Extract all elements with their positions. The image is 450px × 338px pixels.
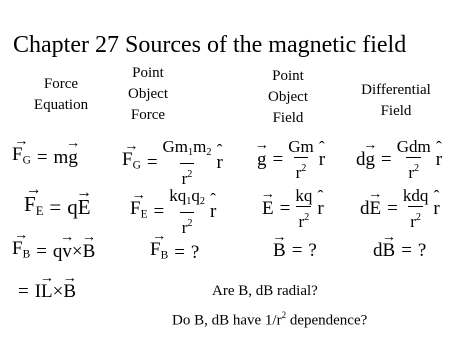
electric-field-vector: → E (370, 198, 382, 220)
column-header-line: Field (272, 110, 304, 126)
fraction: $\frac{kq}{r^2}$ (295, 186, 313, 232)
fraction: $\frac{Gm}{r^2}$ (288, 137, 314, 183)
fraction: $\frac{\text{kdq}}{r^2}$ (402, 186, 429, 232)
gravity-vector: → g (257, 149, 267, 171)
force-vector: → $F_G$ (122, 149, 141, 176)
magnetic-field-vector: → B (83, 241, 96, 263)
force-vector: → $F_E$ (24, 193, 43, 222)
unit-vector-r: ˆ r (317, 198, 323, 220)
column-header-line: Force (43, 76, 79, 92)
unit-vector-r: ˆ r (436, 149, 442, 171)
magnetic-point-field: → B = ? (273, 240, 317, 262)
gravity-vector: → g (68, 147, 78, 169)
column-header-line: Field (380, 103, 412, 119)
unit-vector-r: ˆ r (433, 198, 439, 220)
gravity-point-field: → g = $\frac{Gm}{r^2}$ ˆ r (257, 137, 325, 182)
length-vector: → L (41, 281, 53, 303)
page-title: Chapter 27 Sources of the magnetic field (13, 32, 407, 58)
column-header-line: Force (130, 107, 166, 123)
column-header-point-object-field (253, 66, 323, 129)
column-header-line: Point (272, 68, 304, 84)
column-header-line: Differential (361, 82, 431, 98)
magnetic-point-force: → $F_B$ = ? (150, 239, 199, 266)
column-header-differential-field (346, 80, 446, 122)
force-vector: → $F_B$ (12, 238, 30, 265)
electric-field-vector: → E (262, 198, 274, 220)
fraction: $\frac{\text{Gdm}}{r^2}$ (396, 137, 431, 183)
force-vector: → $F_E$ (130, 198, 148, 225)
magnetic-field-vector: → B (63, 281, 76, 303)
column-header-line: Equation (33, 97, 89, 113)
velocity-vector: → v (62, 241, 72, 263)
unit-vector-r: ˆ r (216, 152, 222, 174)
column-header-point-object-force (113, 63, 183, 126)
electric-point-field: → E = $\frac{kq}{r^2}$ ˆ r (262, 186, 324, 231)
force-vector: → $F_B$ (150, 239, 168, 266)
question-radial: Are B, dB radial? (212, 283, 318, 299)
current-element-force-equation: = I → L × → B (18, 281, 76, 303)
electric-point-force: → $F_E$ = $\frac{kq_1q_2}{r^2}$ ˆ r (130, 186, 216, 237)
column-header-line: Point (132, 65, 164, 81)
magnetic-field-vector: → B (273, 240, 286, 262)
magnetic-differential-field: d → B = ? (373, 240, 426, 262)
fraction: $\frac{kq_1q_2}{r^2}$ (169, 186, 205, 238)
magnetic-field-vector: → B (383, 240, 396, 262)
gravity-differential-field: d → g = $\frac{\text{Gdm}}{r^2}$ ˆ r (356, 137, 442, 182)
column-header-line: Object (128, 86, 168, 102)
electric-field-vector: → E (78, 196, 91, 218)
gravity-vector: → g (366, 149, 376, 171)
electric-force-equation: → $F_E$ = q → E (24, 193, 91, 222)
unit-vector-r: ˆ r (319, 149, 325, 171)
question-dependence: Do B, dB have $1/r^2$ dependence? (172, 310, 368, 329)
column-header-force-equation (22, 74, 100, 116)
force-vector: → $F_G$ (12, 144, 31, 171)
unit-vector-r: ˆ r (210, 201, 216, 223)
column-header-line: Object (268, 89, 308, 105)
magnetic-force-equation: → $F_B$ = q → v × → B (12, 238, 95, 265)
gravity-point-force: → $F_G$ = $\frac{Gm_1m_2}{r^2}$ ˆ r (122, 137, 223, 188)
gravity-force-equation: → $F_G$ = m → g (12, 144, 78, 171)
electric-differential-field: d → E = $\frac{\text{kdq}}{r^2}$ ˆ r (360, 186, 440, 231)
fraction: $\frac{Gm_1m_2}{r^2}$ (162, 137, 212, 189)
